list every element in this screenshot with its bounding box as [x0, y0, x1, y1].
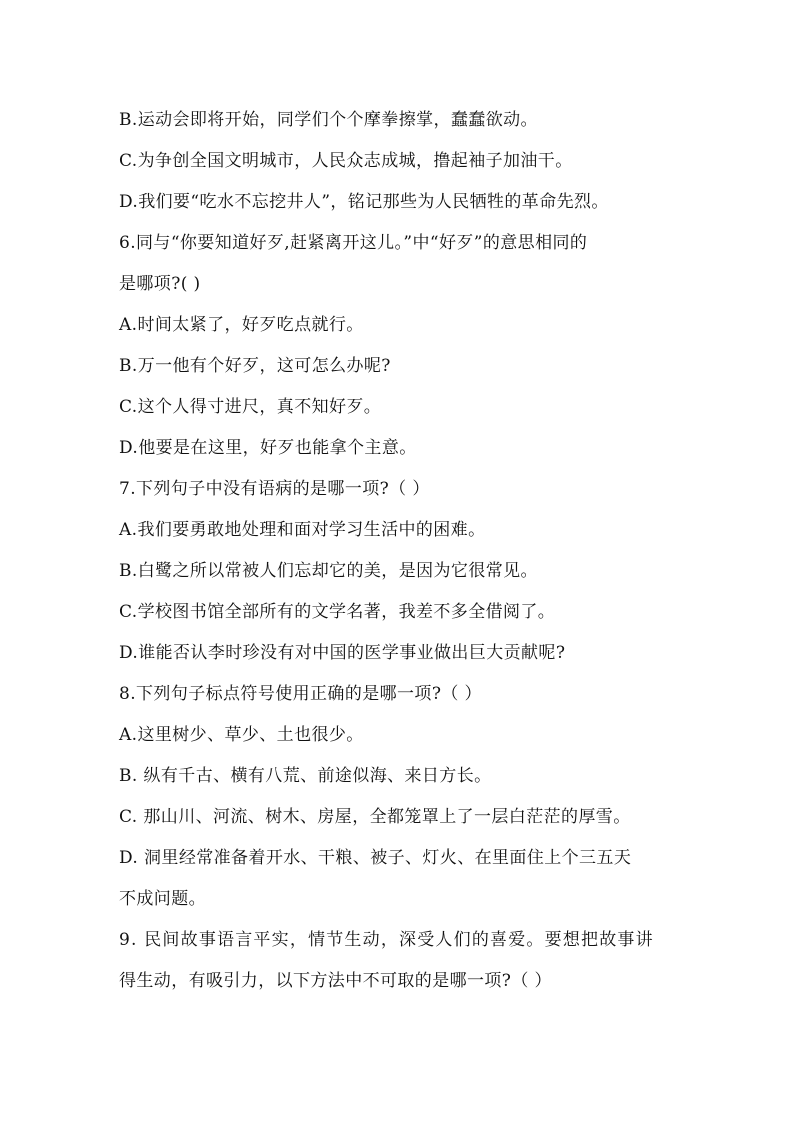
- option-5b: B.运动会即将开始，同学们个个摩拳擦掌，蠢蠢欲动。: [119, 110, 538, 130]
- question-6-line-1: 6.同与“你要知道好歹,赶紧离开这儿。”中“好歹”的意思相同的: [119, 233, 588, 253]
- option-8d-line-2: 不成问题。: [119, 889, 206, 909]
- option-7d: D.谁能否认李时珍没有对中国的医学事业做出巨大贡献呢?: [119, 643, 566, 663]
- option-5d: D.我们要“吃水不忘挖井人”，铭记那些为人民牺牲的革命先烈。: [119, 192, 609, 212]
- option-6a: A.时间太紧了，好歹吃点就行。: [119, 315, 364, 335]
- option-8d-line-1: D. 洞里经常准备着开水、干粮、被子、灯火、在里面住上个三五天: [119, 848, 632, 868]
- option-6b: B.万一他有个好歹，这可怎么办呢?: [119, 356, 391, 376]
- question-8: 8.下列句子标点符号使用正确的是哪一项?（ ）: [119, 684, 482, 704]
- question-7: 7.下列句子中没有语病的是哪一项?（ ）: [119, 479, 430, 499]
- question-text-block: [119, 100, 679, 1002]
- question-9-line-2: 得生动，有吸引力，以下方法中不可取的是哪一项?（ ）: [119, 971, 552, 991]
- option-8a: A.这里树少、草少、土也很少。: [119, 725, 364, 745]
- question-6-line-2: 是哪项?( ): [119, 274, 201, 294]
- question-9-line-1: 9. 民间故事语言平实，情节生动，深受人们的喜爱。要想把故事讲: [119, 930, 654, 950]
- option-7c: C.学校图书馆全部所有的文学名著，我差不多全借阅了。: [119, 602, 556, 622]
- option-7b: B.白鹭之所以常被人们忘却它的美，是因为它很常见。: [119, 561, 538, 581]
- option-8b: B. 纵有千古、横有八荒、前途似海、来日方长。: [119, 766, 492, 786]
- option-7a: A.我们要勇敢地处理和面对学习生活中的困难。: [119, 520, 486, 540]
- option-8c: C. 那山川、河流、树木、房屋，全都笼罩上了一层白茫茫的厚雪。: [119, 807, 631, 827]
- option-5c: C.为争创全国文明城市，人民众志成城，撸起袖子加油干。: [119, 151, 573, 171]
- option-6c: C.这个人得寸进尺，真不知好歹。: [119, 397, 382, 417]
- option-6d: D.他要是在这里，好歹也能拿个主意。: [119, 438, 417, 458]
